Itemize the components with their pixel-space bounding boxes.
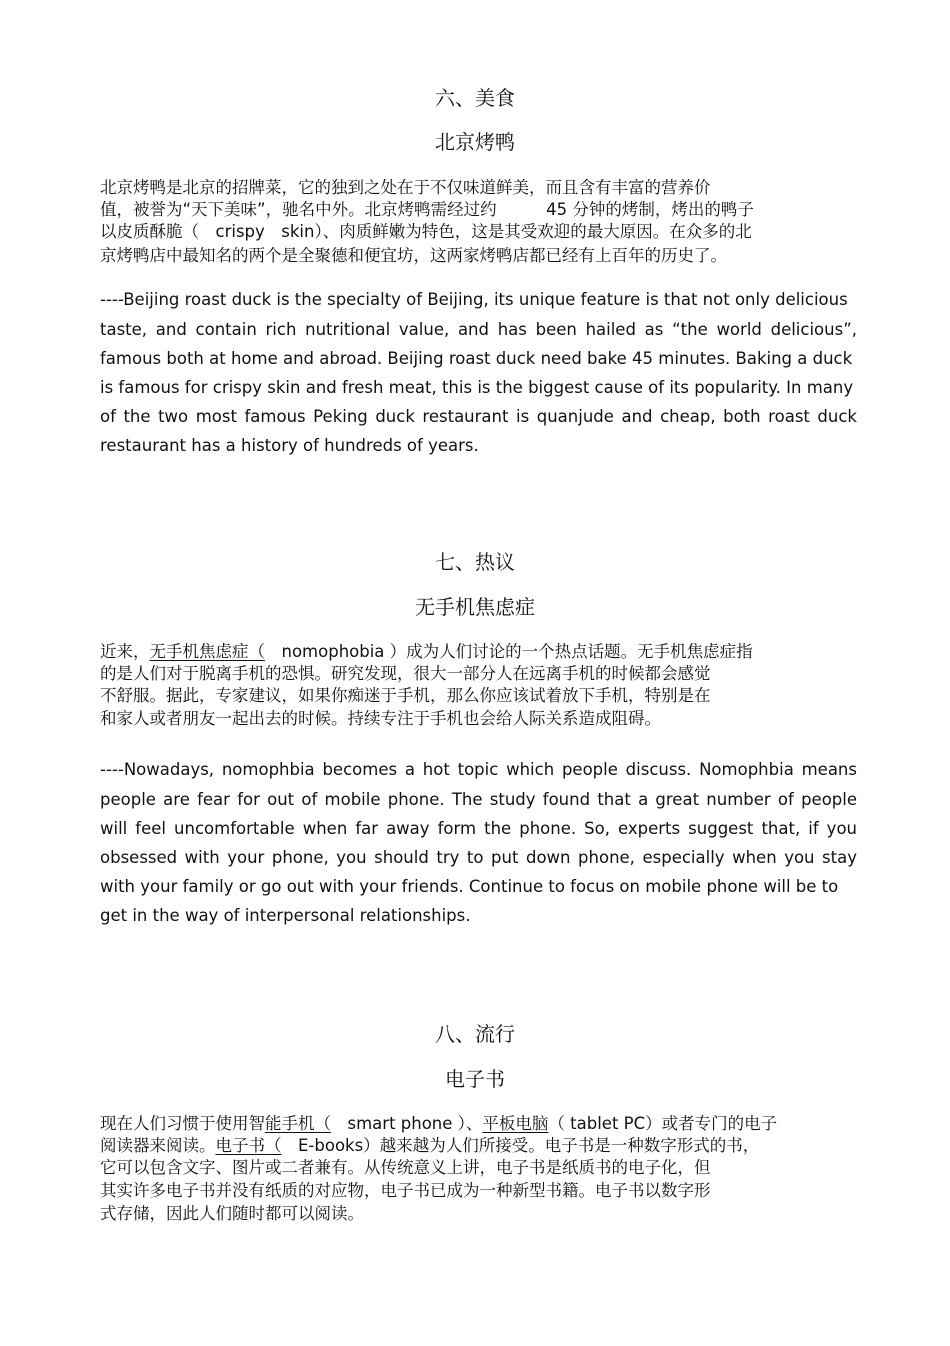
text-run: （ tablet PC）或者专门的电子 xyxy=(548,1114,778,1133)
section-subheading: 无手机焦虑症 xyxy=(415,595,535,619)
paragraph-line xyxy=(100,1110,777,1134)
paragraph-line: get in the way of interpersonal relationships. xyxy=(100,906,471,925)
paragraph-line: 京烤鸭店中最知名的两个是全聚德和便宜坊，这两家烤鸭店都已经有上百年的历史了。 xyxy=(100,246,727,265)
paragraph-line: ----Nowadays, nomophbia becomes a hot topic which people discuss. Nomophbia means xyxy=(100,760,857,779)
paragraph-line: people are fear for out of mobile phone. The study found that a great number of people xyxy=(100,790,857,809)
paragraph-line: 其实许多电子书并没有纸质的对应物，电子书已成为一种新型书籍。电子书以数字形 xyxy=(100,1181,711,1200)
section-subheading: 北京烤鸭 xyxy=(435,130,515,154)
paragraph-line: 它可以包含文字、图片或二者兼有。从传统意义上讲，电子书是纸质书的电子化，但 xyxy=(100,1158,711,1177)
paragraph-line xyxy=(100,1132,759,1156)
section-heading: 八、流行 xyxy=(435,1022,515,1046)
paragraph-line: of the two most famous Peking duck restaurant is quanjude and cheap, both roast duck xyxy=(100,407,857,426)
paragraph-line: 和家人或者朋友一起出去的时候。持续专注于手机也会给人际关系造成阻碍。 xyxy=(100,709,661,728)
text-run: 现在人们习惯于使用智 xyxy=(100,1114,265,1133)
paragraph-line: 值，被誉为“天下美味”，驰名中外。北京烤鸭需经过约 45 分钟的烤制，烤出的鸭子 xyxy=(100,200,754,219)
paragraph-line: is famous for crispy skin and fresh meat, this is the biggest cause of its popularity. In many xyxy=(100,378,854,397)
paragraph-line: ----Beijing roast duck is the specialty of Beijing, its unique feature is that not only delicious xyxy=(100,290,848,309)
paragraph-line: with your family or go out with your friends. Continue to focus on mobile phone will be to xyxy=(100,877,839,896)
paragraph-line: 的是人们对于脱离手机的恐惧。研究发现，很大一部分人在远离手机的时候都会感觉 xyxy=(100,664,711,683)
term-underlined: 能手机（ xyxy=(265,1114,331,1133)
paragraph-line: 以皮质酥脆（ crispy skin）、肉质鲜嫩为特色，这是其受欢迎的最大原因。在众多的北 xyxy=(100,222,752,241)
section-subheading: 电子书 xyxy=(445,1067,505,1091)
paragraph-line: famous both at home and abroad. Beijing roast duck need bake 45 minutes. Baking a duck xyxy=(100,349,853,368)
text-run: 近来， xyxy=(100,642,150,661)
text-run: nomophobia ）成为人们讨论的一个热点话题。无手机焦虑症指 xyxy=(265,642,753,661)
paragraph-line: will feel uncomfortable when far away form the phone. So, experts suggest that, if you xyxy=(100,819,857,838)
paragraph-line: 不舒服。据此，专家建议，如果你痴迷于手机，那么你应该试着放下手机，特别是在 xyxy=(100,686,711,705)
paragraph-line: restaurant has a history of hundreds of years. xyxy=(100,436,479,455)
text-run: E-books）越来越为人们所接受。电子书是一种数字形式的书， xyxy=(281,1136,760,1155)
paragraph-line xyxy=(100,638,753,662)
section-heading: 七、热议 xyxy=(435,550,515,574)
section-heading: 六、美食 xyxy=(435,86,515,110)
text-run: smart phone ）、 xyxy=(331,1114,483,1133)
paragraph-line: obsessed with your phone, you should try to put down phone, especially when you stay xyxy=(100,848,857,867)
term-underlined: 无手机焦虑症（ xyxy=(149,642,265,661)
paragraph-line: 式存储，因此人们随时都可以阅读。 xyxy=(100,1204,364,1223)
paragraph-line: 北京烤鸭是北京的招牌菜，它的独到之处在于不仅味道鲜美，而且含有丰富的营养价 xyxy=(100,178,711,197)
paragraph-line: taste, and contain rich nutritional value, and has been hailed as “the world delicious”, xyxy=(100,320,857,339)
text-run: 阅读器来阅读。 xyxy=(100,1136,216,1155)
term-underlined: 平板电脑 xyxy=(482,1114,549,1133)
term-underlined: 电子书（ xyxy=(215,1136,282,1155)
